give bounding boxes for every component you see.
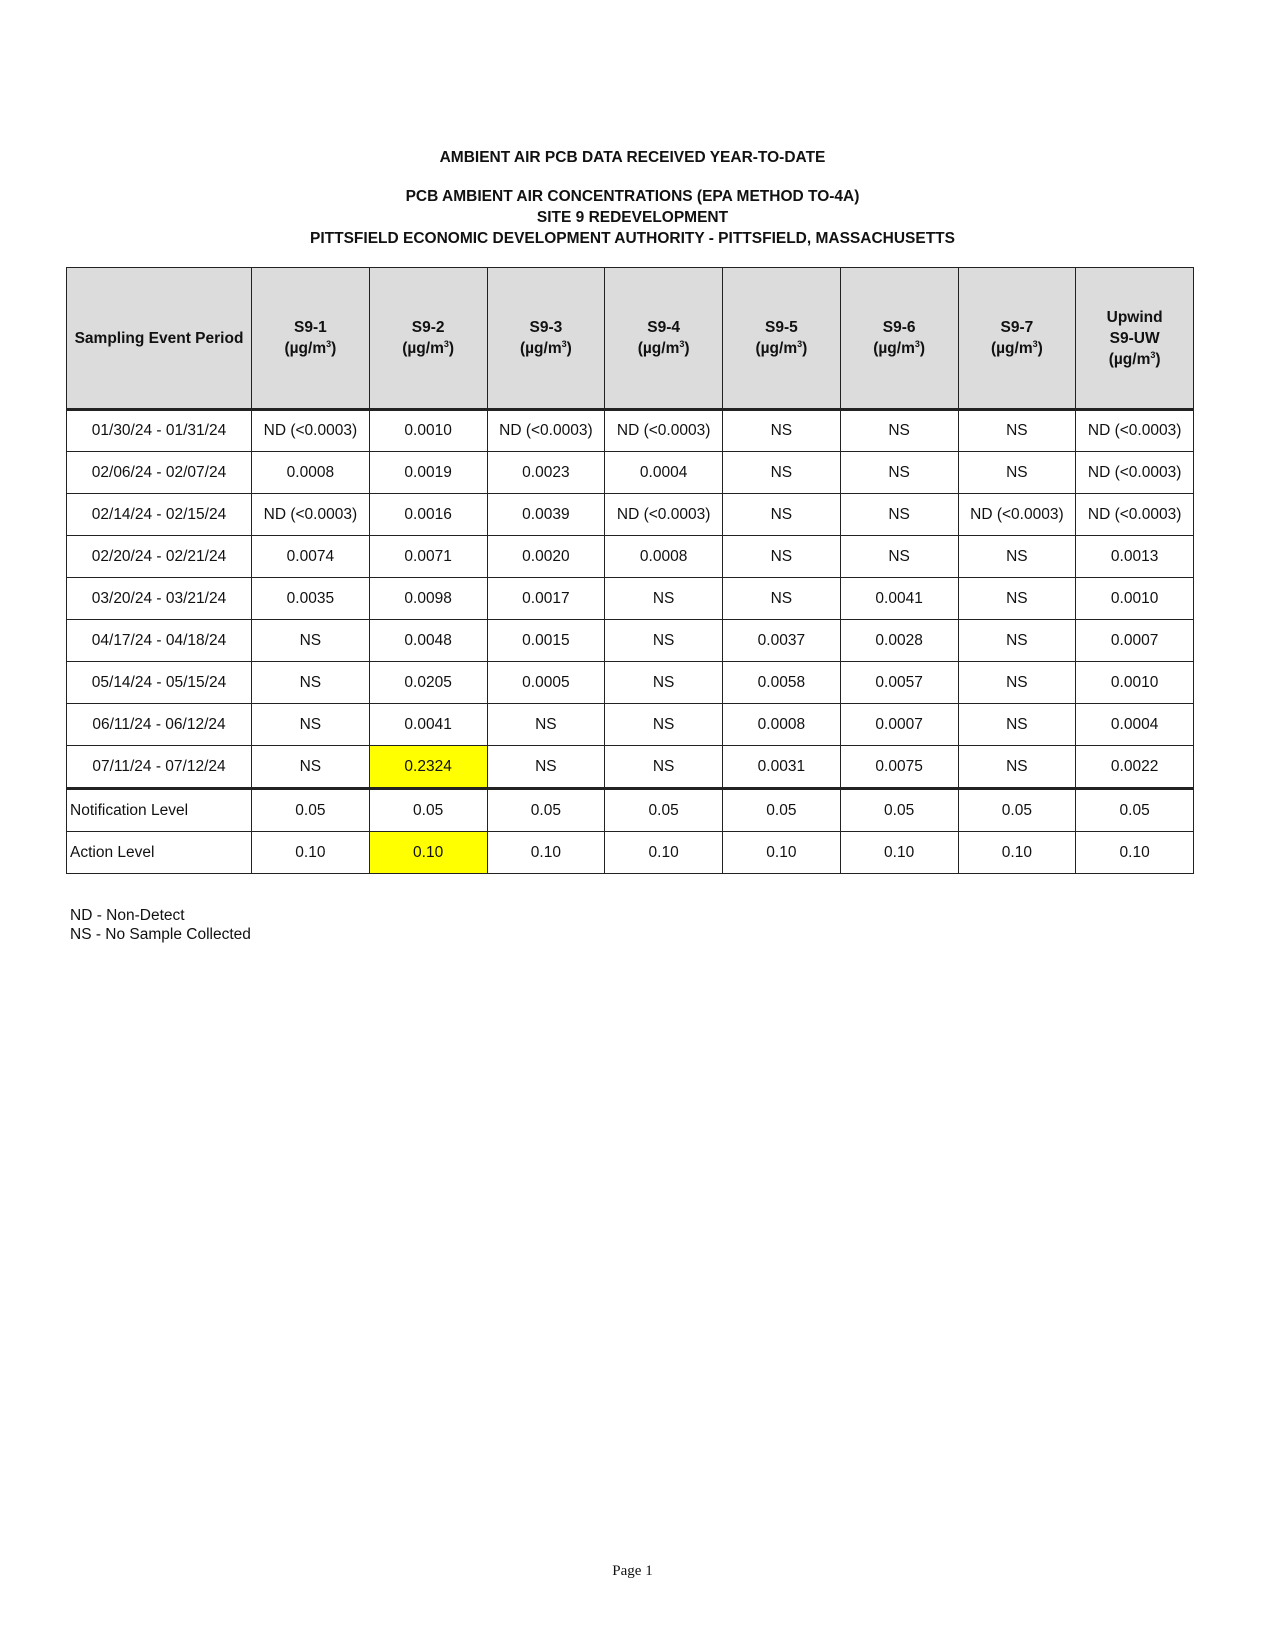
subtitle-method: PCB AMBIENT AIR CONCENTRATIONS (EPA METHOD TO-4A) xyxy=(405,188,860,205)
value-cell: ND (<0.0003) xyxy=(605,410,723,452)
value-cell: NS xyxy=(605,620,723,662)
unit-suffix: ) xyxy=(684,340,690,357)
value-cell: 0.10 xyxy=(1076,832,1194,874)
value-cell: NS xyxy=(605,704,723,746)
value-cell: NS xyxy=(958,536,1076,578)
value-cell: 0.0004 xyxy=(605,452,723,494)
value-cell: NS xyxy=(252,620,370,662)
value-cell: NS xyxy=(958,662,1076,704)
value-cell: NS xyxy=(723,410,841,452)
station-name: S9-2 xyxy=(411,319,445,336)
value-cell: 0.0037 xyxy=(723,620,841,662)
unit-label xyxy=(252,338,369,359)
value-cell: 0.2324 xyxy=(369,746,487,789)
unit-prefix: (µg/m xyxy=(519,340,562,357)
table-header-row xyxy=(67,268,1194,410)
period-cell: 02/14/24 - 02/15/24 xyxy=(67,494,252,536)
table-body xyxy=(67,410,1194,874)
legend-ns: NS - No Sample Collected xyxy=(70,926,251,943)
value-cell: 0.0057 xyxy=(840,662,958,704)
table-row xyxy=(67,536,1194,578)
value-cell: 0.0071 xyxy=(369,536,487,578)
table-row xyxy=(67,494,1194,536)
value-cell: 0.0004 xyxy=(1076,704,1194,746)
main-title-text: AMBIENT AIR PCB DATA RECEIVED YEAR-TO-DATE xyxy=(439,149,826,166)
unit-exponent: 3 xyxy=(561,338,567,349)
unit-exponent: 3 xyxy=(1032,338,1038,349)
unit-label xyxy=(723,338,840,359)
station-column-header xyxy=(1076,268,1194,410)
station-name: S9-4 xyxy=(647,319,680,336)
period-cell: 05/14/24 - 05/15/24 xyxy=(67,662,252,704)
value-cell: ND (<0.0003) xyxy=(1076,452,1194,494)
station-name: Upwind xyxy=(1106,308,1163,326)
value-cell: ND (<0.0003) xyxy=(605,494,723,536)
value-cell: NS xyxy=(958,746,1076,789)
period-cell: 03/20/24 - 03/21/24 xyxy=(67,578,252,620)
value-cell: NS xyxy=(840,410,958,452)
unit-prefix: (µg/m xyxy=(1108,350,1151,368)
station-name: S9-7 xyxy=(1000,319,1034,336)
value-cell: NS xyxy=(252,662,370,704)
value-cell: 0.0023 xyxy=(487,452,605,494)
value-cell: 0.0010 xyxy=(369,410,487,452)
pcb-data-table xyxy=(66,267,1194,874)
table-row xyxy=(67,746,1194,789)
value-cell: 0.05 xyxy=(252,789,370,832)
value-cell: 0.0048 xyxy=(369,620,487,662)
value-cell: NS xyxy=(605,746,723,789)
unit-label xyxy=(1076,349,1193,370)
value-cell: NS xyxy=(723,452,841,494)
unit-label xyxy=(370,338,487,359)
value-cell: NS xyxy=(958,578,1076,620)
summary-row xyxy=(67,832,1194,874)
unit-prefix: (µg/m xyxy=(284,340,327,357)
unit-label xyxy=(605,338,722,359)
table-row xyxy=(67,662,1194,704)
period-cell: 07/11/24 - 07/12/24 xyxy=(67,746,252,789)
station-column-header xyxy=(958,268,1076,410)
main-title xyxy=(0,147,1265,168)
value-cell: 0.0013 xyxy=(1076,536,1194,578)
table-row xyxy=(67,704,1194,746)
subtitle-authority: PITTSFIELD ECONOMIC DEVELOPMENT AUTHORITY - PITTSFIELD, MASSACHUSETTS xyxy=(310,230,955,247)
value-cell: NS xyxy=(605,578,723,620)
unit-suffix: ) xyxy=(802,340,808,357)
value-cell: 0.0010 xyxy=(1076,662,1194,704)
station-column-header xyxy=(252,268,370,410)
station-column-header xyxy=(605,268,723,410)
subtitle-block xyxy=(0,186,1265,249)
unit-suffix: ) xyxy=(566,340,572,357)
value-cell: 0.0041 xyxy=(840,578,958,620)
station-name: S9-6 xyxy=(882,319,916,336)
value-cell: 0.0098 xyxy=(369,578,487,620)
unit-prefix: (µg/m xyxy=(990,340,1033,357)
unit-suffix: ) xyxy=(1037,340,1043,357)
value-cell: NS xyxy=(958,410,1076,452)
value-cell: 0.0041 xyxy=(369,704,487,746)
unit-exponent: 3 xyxy=(914,338,920,349)
unit-suffix: ) xyxy=(448,340,455,357)
period-cell: 06/11/24 - 06/12/24 xyxy=(67,704,252,746)
value-cell: 0.05 xyxy=(369,789,487,832)
value-cell: 0.0015 xyxy=(487,620,605,662)
unit-exponent: 3 xyxy=(1150,349,1156,360)
value-cell: 0.0007 xyxy=(1076,620,1194,662)
station-name: S9-UW xyxy=(1109,329,1160,347)
value-cell: 0.0074 xyxy=(252,536,370,578)
value-cell: 0.10 xyxy=(252,832,370,874)
summary-label: Notification Level xyxy=(67,789,252,832)
value-cell: 0.0075 xyxy=(840,746,958,789)
value-cell: 0.0008 xyxy=(252,452,370,494)
station-column-header xyxy=(369,268,487,410)
value-cell: 0.0010 xyxy=(1076,578,1194,620)
value-cell: ND (<0.0003) xyxy=(1076,494,1194,536)
value-cell: NS xyxy=(605,662,723,704)
value-cell: 0.10 xyxy=(723,832,841,874)
value-cell: 0.05 xyxy=(958,789,1076,832)
unit-suffix: ) xyxy=(919,340,926,357)
value-cell: 0.0028 xyxy=(840,620,958,662)
value-cell: 0.0008 xyxy=(723,704,841,746)
unit-suffix: ) xyxy=(1155,350,1161,368)
unit-label xyxy=(841,338,958,359)
unit-prefix: (µg/m xyxy=(873,340,915,357)
value-cell: 0.0016 xyxy=(369,494,487,536)
value-cell: 0.10 xyxy=(369,832,487,874)
value-cell: 0.0005 xyxy=(487,662,605,704)
value-cell: 0.10 xyxy=(487,832,605,874)
value-cell: NS xyxy=(958,620,1076,662)
value-cell: NS xyxy=(723,494,841,536)
value-cell: NS xyxy=(958,704,1076,746)
unit-prefix: (µg/m xyxy=(637,340,680,357)
value-cell: ND (<0.0003) xyxy=(487,410,605,452)
value-cell: NS xyxy=(840,536,958,578)
value-cell: 0.10 xyxy=(840,832,958,874)
unit-prefix: (µg/m xyxy=(755,340,798,357)
value-cell: 0.05 xyxy=(487,789,605,832)
table-row xyxy=(67,410,1194,452)
summary-row xyxy=(67,789,1194,832)
period-cell: 02/20/24 - 02/21/24 xyxy=(67,536,252,578)
station-column-header xyxy=(840,268,958,410)
value-cell: 0.10 xyxy=(605,832,723,874)
value-cell: 0.0020 xyxy=(487,536,605,578)
value-cell: 0.0031 xyxy=(723,746,841,789)
value-cell: NS xyxy=(840,494,958,536)
value-cell: 0.0017 xyxy=(487,578,605,620)
value-cell: 0.0058 xyxy=(723,662,841,704)
unit-label xyxy=(488,338,605,359)
value-cell: NS xyxy=(958,452,1076,494)
value-cell: NS xyxy=(487,704,605,746)
value-cell: NS xyxy=(252,746,370,789)
value-cell: ND (<0.0003) xyxy=(252,494,370,536)
value-cell: 0.0039 xyxy=(487,494,605,536)
table-row xyxy=(67,452,1194,494)
unit-exponent: 3 xyxy=(679,338,685,349)
value-cell: 0.0035 xyxy=(252,578,370,620)
value-cell: NS xyxy=(723,578,841,620)
value-cell: 0.05 xyxy=(840,789,958,832)
value-cell: ND (<0.0003) xyxy=(1076,410,1194,452)
value-cell: 0.0205 xyxy=(369,662,487,704)
value-cell: NS xyxy=(840,452,958,494)
value-cell: 0.10 xyxy=(958,832,1076,874)
value-cell: ND (<0.0003) xyxy=(252,410,370,452)
value-cell: NS xyxy=(252,704,370,746)
table-row xyxy=(67,578,1194,620)
period-cell: 01/30/24 - 01/31/24 xyxy=(67,410,252,452)
unit-exponent: 3 xyxy=(797,338,803,349)
value-cell: 0.0008 xyxy=(605,536,723,578)
station-column-header xyxy=(723,268,841,410)
value-cell: NS xyxy=(723,536,841,578)
period-cell: 04/17/24 - 04/18/24 xyxy=(67,620,252,662)
value-cell: 0.0007 xyxy=(840,704,958,746)
page-number: Page 1 xyxy=(612,1563,653,1579)
unit-label xyxy=(959,338,1076,359)
station-name: S9-1 xyxy=(294,319,327,336)
unit-exponent: 3 xyxy=(326,338,332,349)
legend xyxy=(70,906,251,944)
period-cell: 02/06/24 - 02/07/24 xyxy=(67,452,252,494)
unit-prefix: (µg/m xyxy=(402,340,444,357)
value-cell: 0.0019 xyxy=(369,452,487,494)
period-column-header: Sampling Event Period xyxy=(67,268,252,410)
station-column-header xyxy=(487,268,605,410)
unit-exponent: 3 xyxy=(443,338,449,349)
value-cell: 0.05 xyxy=(723,789,841,832)
value-cell: NS xyxy=(487,746,605,789)
table-row xyxy=(67,620,1194,662)
summary-label: Action Level xyxy=(67,832,252,874)
unit-suffix: ) xyxy=(331,340,337,357)
station-name: S9-5 xyxy=(765,319,798,336)
station-name: S9-3 xyxy=(529,319,563,336)
value-cell: 0.05 xyxy=(1076,789,1194,832)
legend-nd: ND - Non-Detect xyxy=(70,907,185,924)
value-cell: 0.0022 xyxy=(1076,746,1194,789)
value-cell: 0.05 xyxy=(605,789,723,832)
value-cell: ND (<0.0003) xyxy=(958,494,1076,536)
subtitle-site: SITE 9 REDEVELOPMENT xyxy=(536,209,729,226)
